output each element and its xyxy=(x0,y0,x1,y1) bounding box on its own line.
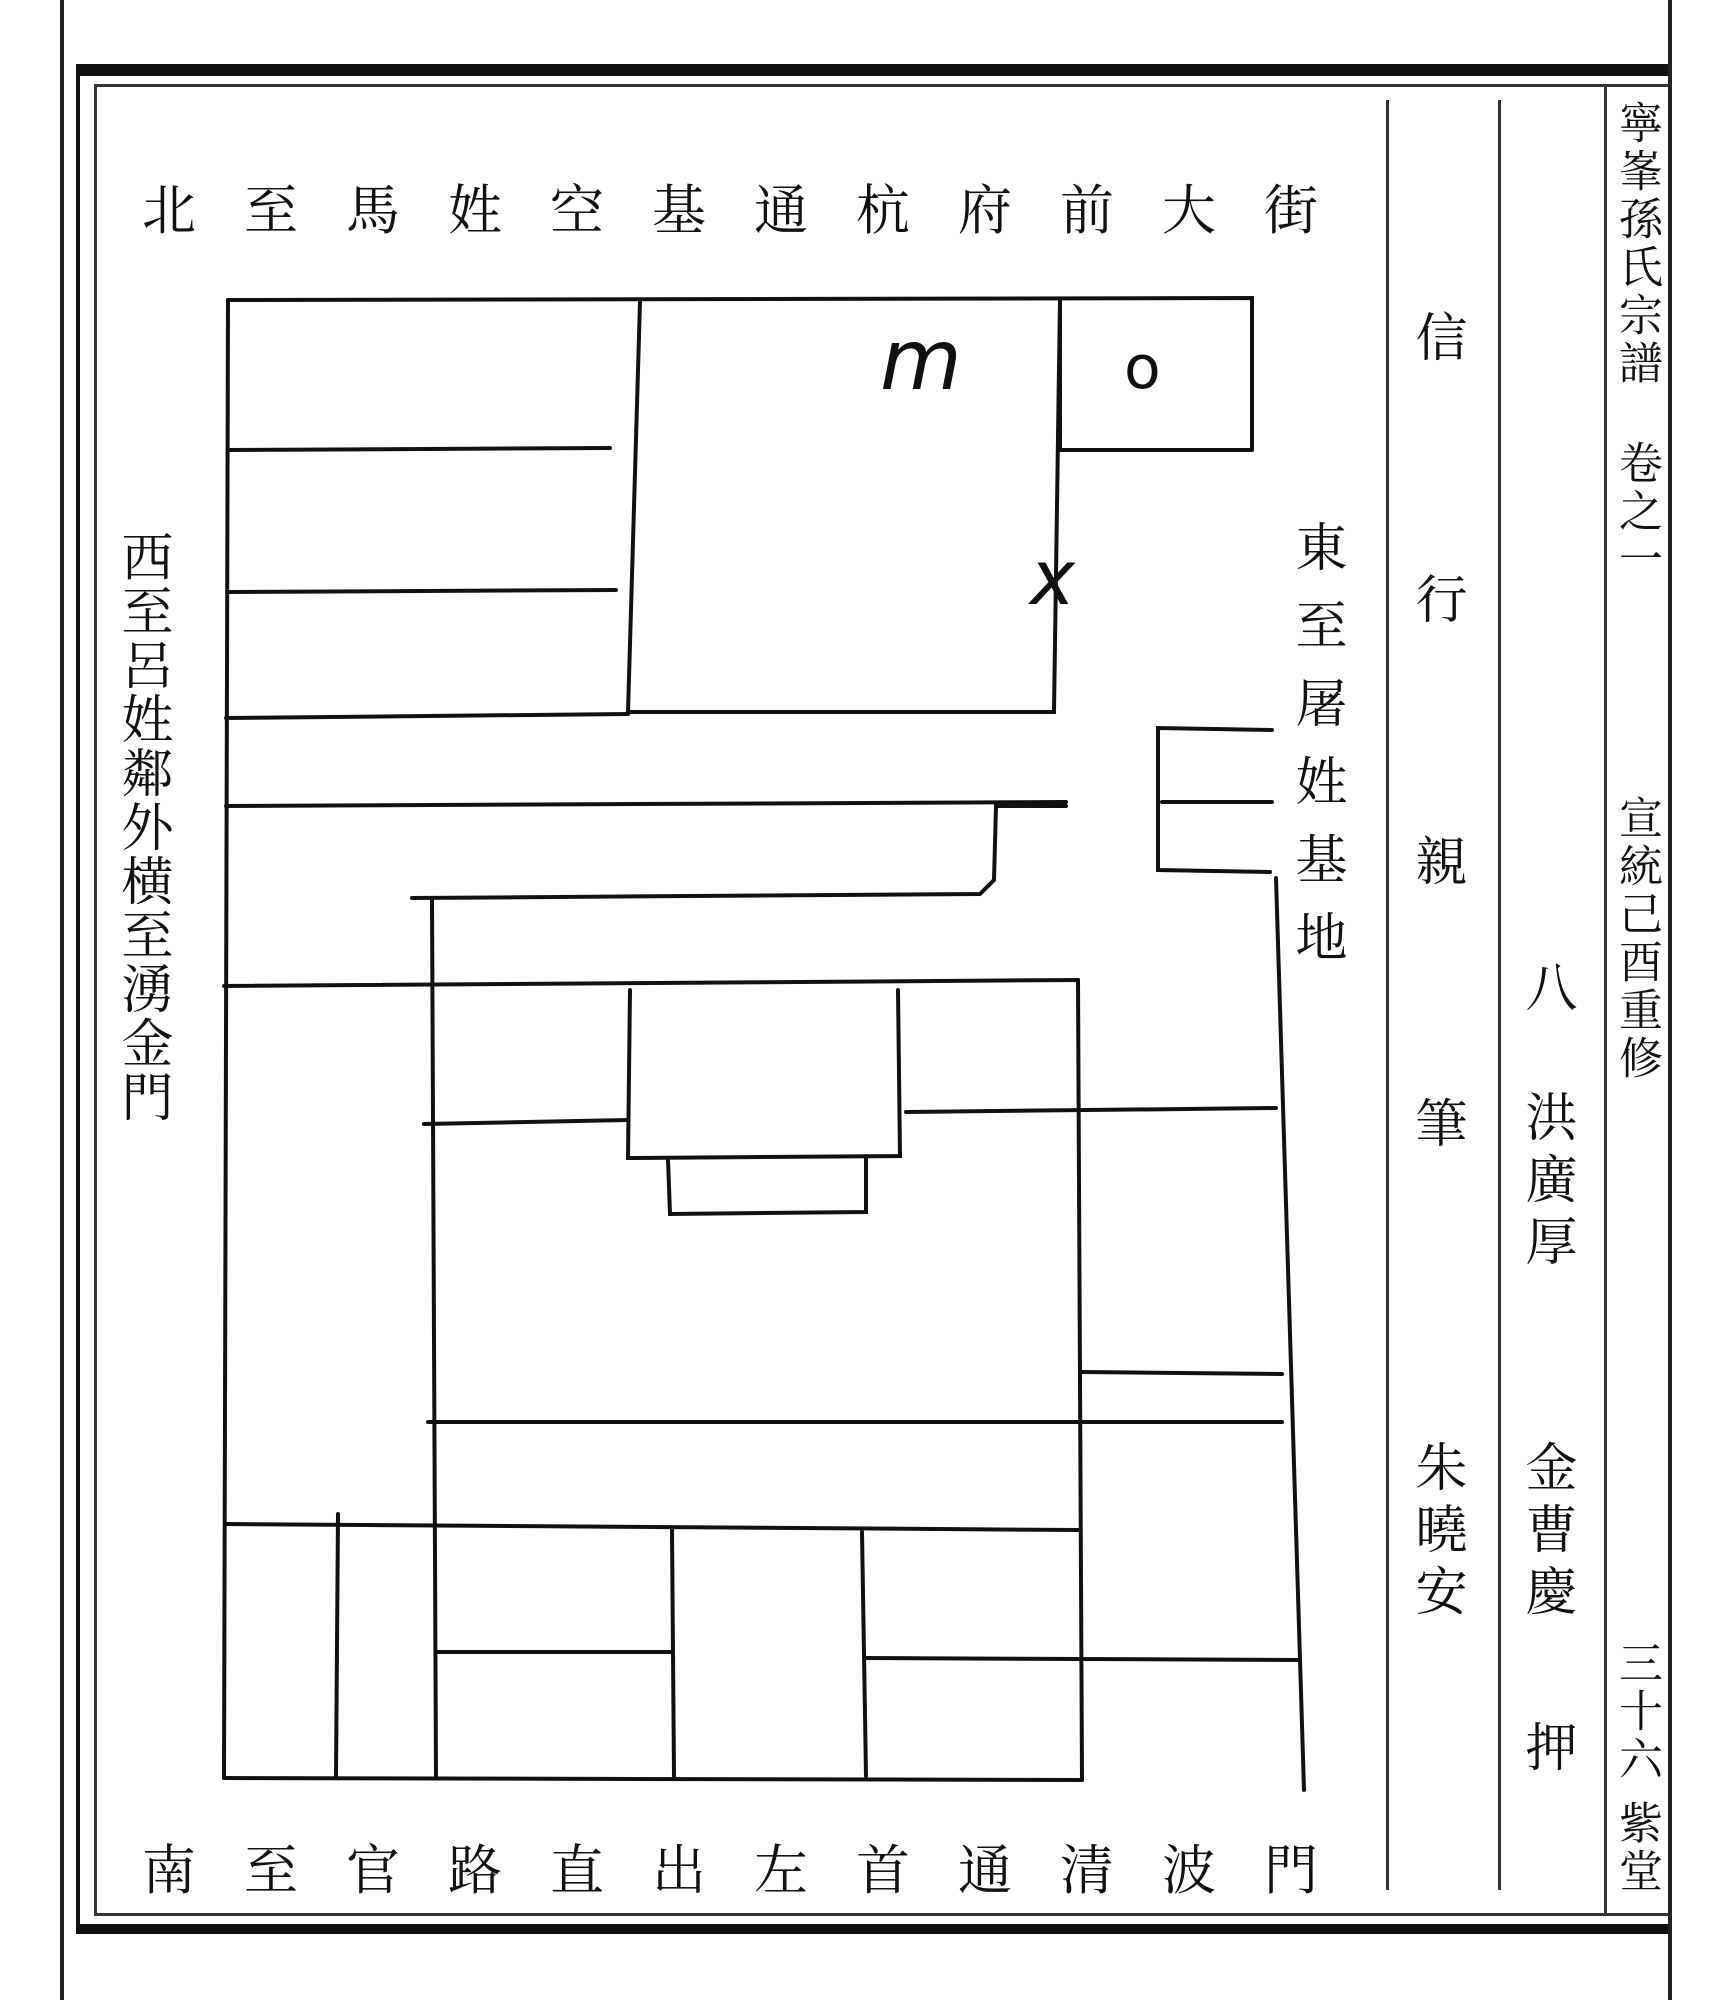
plan-mark-box: o xyxy=(1124,333,1171,403)
plan-line xyxy=(226,1524,1078,1530)
plan-line xyxy=(228,448,610,450)
east-boundary: 東至屠姓基地 xyxy=(1286,520,1346,988)
volume-label: 卷之一 xyxy=(1611,440,1662,584)
plan-line xyxy=(228,590,616,592)
writer-name: 朱曉安 xyxy=(1406,1440,1466,1626)
plan-inner-room xyxy=(628,990,900,1158)
hall-name: 紫堂 xyxy=(1611,1800,1662,1896)
plan-line xyxy=(226,714,628,718)
north-boundary: 北至馬姓空基通杭府前大街 xyxy=(142,179,1366,242)
plan-inner-room-small xyxy=(668,1156,866,1214)
plan-west-wall xyxy=(224,300,228,1778)
witness-name-2: 金曹慶 xyxy=(1516,1440,1576,1626)
plan-inner-left xyxy=(432,898,436,1776)
plan-outline xyxy=(228,298,1252,450)
witness-label: 八 xyxy=(1516,960,1576,1022)
south-boundary: 南至官路直出左首通清波門 xyxy=(142,1839,1366,1902)
book-title: 寧峯孫氏宗譜 xyxy=(1611,100,1662,388)
plan-line xyxy=(224,980,1078,986)
plan-main-block xyxy=(628,300,1060,712)
plan-line xyxy=(336,1514,338,1776)
page-number: 三十六 xyxy=(1611,1640,1662,1784)
edition-note: 宣統己酉重修 xyxy=(1611,795,1662,1083)
west-boundary: 西至呂姓鄰外横至湧金門 xyxy=(112,530,172,1124)
plan-mark-top: m xyxy=(880,311,972,409)
plan-mark-side: x xyxy=(1030,533,1085,622)
plan-line xyxy=(866,1658,1298,1660)
witness-name-1: 洪廣厚 xyxy=(1516,1090,1576,1276)
writer-label: 信行親筆 xyxy=(1406,310,1466,1358)
sign-mark: 押 xyxy=(1516,1720,1576,1782)
plan-south-wall xyxy=(224,1778,1082,1780)
plan-line xyxy=(226,802,1066,806)
plan-line xyxy=(1082,1372,1282,1374)
plan-east-wall xyxy=(1276,878,1304,1790)
plan-step xyxy=(412,806,1066,898)
plan-line xyxy=(906,1108,1276,1112)
plan-line xyxy=(424,1120,628,1124)
plan-line xyxy=(862,1532,866,1776)
